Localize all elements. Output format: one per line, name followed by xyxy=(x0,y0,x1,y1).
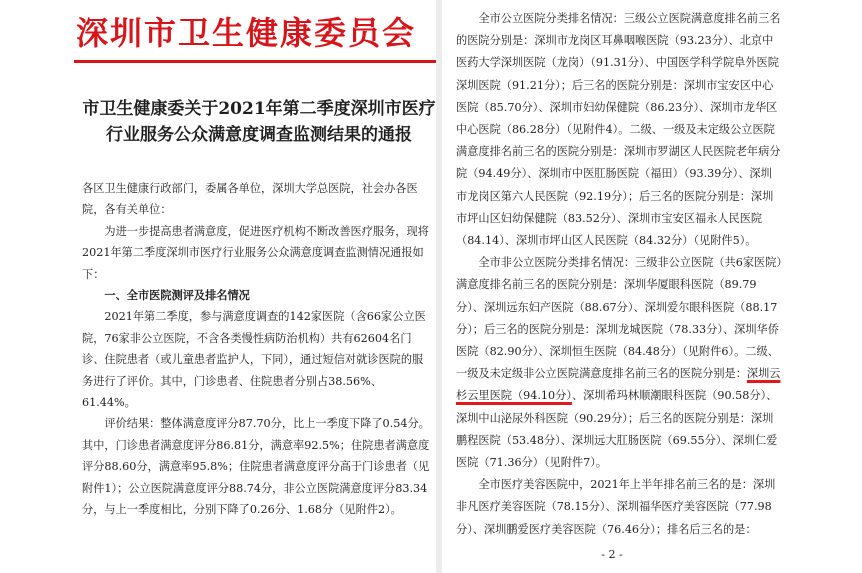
agency-letterhead: 深圳市卫生健康委员会 xyxy=(76,14,417,52)
beauty-hospital-ranking: 全市医疗美容医院中，2021年上半年排名前三名的是：深圳非凡医疗美容医院（78.15分）、深圳福华医疗美容医院（77.98分）、深圳鹏爱医疗美容医院（76.46分）；排名后三名的是： xyxy=(456,478,776,536)
results-paragraph: 评价结果：整体满意度评分87.70分，比上一季度下降了0.54分。其中，门诊患者满意度评分86.81分，满意率92.5%；住院患者满意度评分88.60分，满意率95.8%；住院患者满意度评分高于门诊患者（见附件1）；公立医院满意度评分88.74分，非公立医院满意度评分83.34分，与上一季度相比，分别下降了0.26分、1.68分（见附件2）。 xyxy=(82,417,430,517)
public-hospital-ranking: 全市公立医院分类排名情况：三级公立医院满意度排名前三名的医院分别是：深圳市龙岗区耳鼻咽喉医院（93.23分）、北京中医药大学深圳医院（龙岗）（91.31分）、中国医学科学院阜外医院深圳医院（91.21分）；后三名的医院分别是：深圳市宝安区中心医院（85.70分）、深圳市妇幼保健院（86.23分）、深圳市龙华区中心医院（86.28分）（见附件4）。二级、一级及未定级公立医院满意度排名前三名的医院分别是：深圳市罗湖区人民医院老年病分院（94.49分）、深圳市中医肛肠医院（福田）（93.39分）、深圳市龙岗区第六人民医院（92.19分）；后三名的医院分别是：深圳市坪山区妇幼保健院（83.52分）、深圳市宝安区福永人民医院（84.14）、深圳市坪山区人民医院（84.32分）（见附件5）。 xyxy=(456,12,781,248)
letterhead-red-rule xyxy=(74,60,436,63)
section-heading: 一、全市医院测评及排名情况 xyxy=(104,289,250,303)
highlighted-hospital: 深圳云杉云里医院（94.10分） xyxy=(456,367,781,403)
survey-paragraph: 2021年第二季度，参与满意度调查的142家医院（含66家公立医院，76家非公立医院，不含各类慢性病防治机构）共有62604名门诊、住院患者（或儿童患者监护人，下同），通过短信对就诊医院的服务进行了评价。其中，门诊患者、住院患者分别占38.56%、61.44%。 xyxy=(82,310,426,410)
private-hospital-ranking xyxy=(456,252,782,474)
right-body-text xyxy=(456,8,782,541)
intro-paragraph: 为进一步提高患者满意度，促进医疗机构不断改善医疗服务，现将2021年第二季度深圳市医疗行业服务公众满意度调查监测情况通报如下： xyxy=(82,224,429,281)
notice-title: 市卫生健康委关于2021年第二季度深圳市医疗行业服务公众满意度调查监测结果的通报 xyxy=(82,99,436,145)
document-page-right xyxy=(442,0,862,573)
private-ranking-before: 全市非公立医院分类排名情况：三级非公立医院（共6家医院）满意度排名前三名的医院分别是：深圳华厦眼科医院（89.79分）、深圳远东妇产医院（88.67分）、深圳爱尔眼科医院（88.17分）；后三名的医院分别是：深圳龙城医院（78.33分）、深圳华侨医院（82.90分）、深圳恒生医院（84.48分）（见附件6）。二级、一级及未定级非公立医院满意度排名前三名的医院分别是： xyxy=(456,256,782,381)
private-ranking-after: 、深圳希玛林顺潮眼科医院（90.58分）、深圳中山泌尿外科医院（90.29分）；后三名的医院分别是：深圳鹏程医院（53.48分）、深圳远大肛肠医院（69.55分）、深圳仁爱医院（71.36分）（见附件7）。 xyxy=(456,389,778,470)
page-number: - 2 - xyxy=(601,548,623,561)
salutation: 各区卫生健康行政部门，委属各单位，深圳大学总医院，社会办各医院，各有关单位： xyxy=(82,182,418,217)
left-body-text xyxy=(82,178,432,521)
